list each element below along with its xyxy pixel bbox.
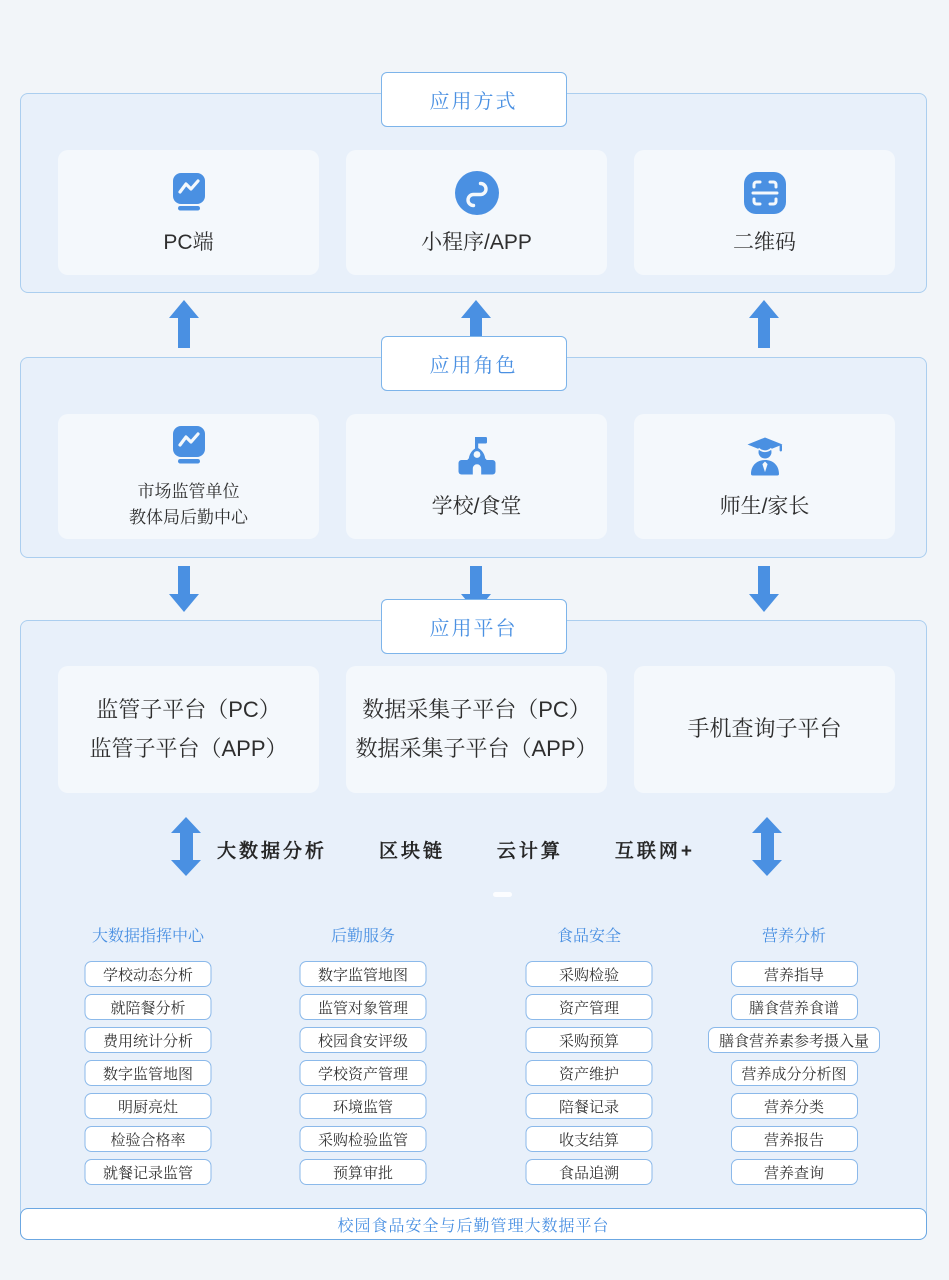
monitor-chart-icon	[165, 422, 213, 470]
feature-column-food-safety	[526, 961, 653, 1185]
feature-chip: 陪餐记录	[526, 1093, 653, 1119]
role-card-label: 市场监管单位 教体局后勤中心	[129, 481, 248, 527]
technology-strip	[217, 831, 695, 867]
feature-column-logistics	[300, 961, 427, 1185]
platform-footer-banner: 校园食品安全与后勤管理大数据平台	[20, 1208, 927, 1240]
method-card-label: 小程序/APP	[421, 231, 532, 254]
feature-chip: 采购预算	[526, 1027, 653, 1053]
column-header-nutrition: 营养分析	[761, 928, 827, 945]
feature-chip: 检验合格率	[85, 1126, 212, 1152]
feature-chip: 环境监管	[300, 1093, 427, 1119]
technology-label: 大数据分析	[217, 840, 328, 862]
application-roles-panel	[20, 357, 927, 558]
platform-tag: 应用平台	[381, 599, 567, 654]
role-card-regulator	[58, 414, 319, 539]
double-arrow-icon	[752, 817, 782, 876]
platform-card-label: 数据采集子平台（PC） 数据采集子平台（APP）	[355, 697, 598, 761]
feature-chip: 膳食营养食谱	[730, 994, 857, 1020]
feature-chip: 收支结算	[526, 1126, 653, 1152]
up-arrow-icon	[749, 300, 779, 348]
feature-chip: 营养报告	[730, 1126, 857, 1152]
school-icon	[453, 433, 501, 481]
qrcode-scan-icon	[741, 169, 789, 217]
feature-chip: 资产管理	[526, 994, 653, 1020]
methods-tag: 应用方式	[381, 72, 567, 127]
double-arrow-icon	[171, 817, 201, 876]
application-methods-panel	[20, 93, 927, 293]
feature-chip: 学校动态分析	[85, 961, 212, 987]
feature-chip: 膳食营养素参考摄入量	[708, 1027, 880, 1053]
feature-chip: 校园食安评级	[300, 1027, 427, 1053]
column-header-logistics: 后勤服务	[330, 928, 396, 945]
technology-label: 区块链	[378, 840, 445, 862]
platform-card-supervision	[58, 666, 319, 793]
method-card-qrcode	[634, 150, 895, 275]
down-arrow-icon	[169, 566, 199, 612]
feature-chip: 营养成分分析图	[730, 1060, 857, 1086]
method-card-miniprogram	[346, 150, 607, 275]
feature-chip: 数字监管地图	[85, 1060, 212, 1086]
feature-chip: 费用统计分析	[85, 1027, 212, 1053]
feature-column-nutrition	[708, 961, 880, 1185]
role-card-label: 学校/食堂	[431, 495, 522, 518]
platform-card-data-collection	[346, 666, 607, 793]
application-platform-panel	[20, 620, 927, 1240]
feature-chip: 就陪餐分析	[85, 994, 212, 1020]
divider-dash	[493, 892, 512, 897]
up-arrow-icon	[169, 300, 199, 348]
feature-chip: 预算审批	[300, 1159, 427, 1185]
method-card-pc	[58, 150, 319, 275]
graduate-icon	[741, 433, 789, 481]
down-arrow-icon	[749, 566, 779, 612]
feature-chip: 营养查询	[730, 1159, 857, 1185]
method-card-label: 二维码	[733, 231, 796, 254]
platform-card-mobile-query	[634, 666, 895, 793]
column-header-food-safety: 食品安全	[556, 928, 622, 945]
feature-chip: 学校资产管理	[300, 1060, 427, 1086]
feature-column-big-data-center	[85, 961, 212, 1185]
feature-chip: 采购检验监管	[300, 1126, 427, 1152]
method-card-label: PC端	[163, 231, 214, 254]
feature-chip: 营养指导	[730, 961, 857, 987]
technology-label: 云计算	[496, 840, 563, 862]
platform-card-label: 手机查询子平台	[687, 716, 842, 742]
feature-chip: 监管对象管理	[300, 994, 427, 1020]
feature-chip: 食品追溯	[526, 1159, 653, 1185]
technology-label: 互联网+	[614, 840, 695, 862]
column-header-big-data-center: 大数据指挥中心	[91, 928, 205, 945]
feature-chip: 营养分类	[730, 1093, 857, 1119]
role-card-school	[346, 414, 607, 539]
feature-chip: 数字监管地图	[300, 961, 427, 987]
monitor-chart-icon	[165, 169, 213, 217]
feature-chip: 就餐记录监管	[85, 1159, 212, 1185]
miniprogram-icon	[453, 169, 501, 217]
platform-card-label: 监管子平台（PC） 监管子平台（APP）	[89, 697, 288, 761]
feature-chip: 资产维护	[526, 1060, 653, 1086]
feature-chip: 采购检验	[526, 961, 653, 987]
role-card-label: 师生/家长	[719, 495, 810, 518]
role-card-teacher-parent	[634, 414, 895, 539]
roles-tag: 应用角色	[381, 336, 567, 391]
feature-chip: 明厨亮灶	[85, 1093, 212, 1119]
